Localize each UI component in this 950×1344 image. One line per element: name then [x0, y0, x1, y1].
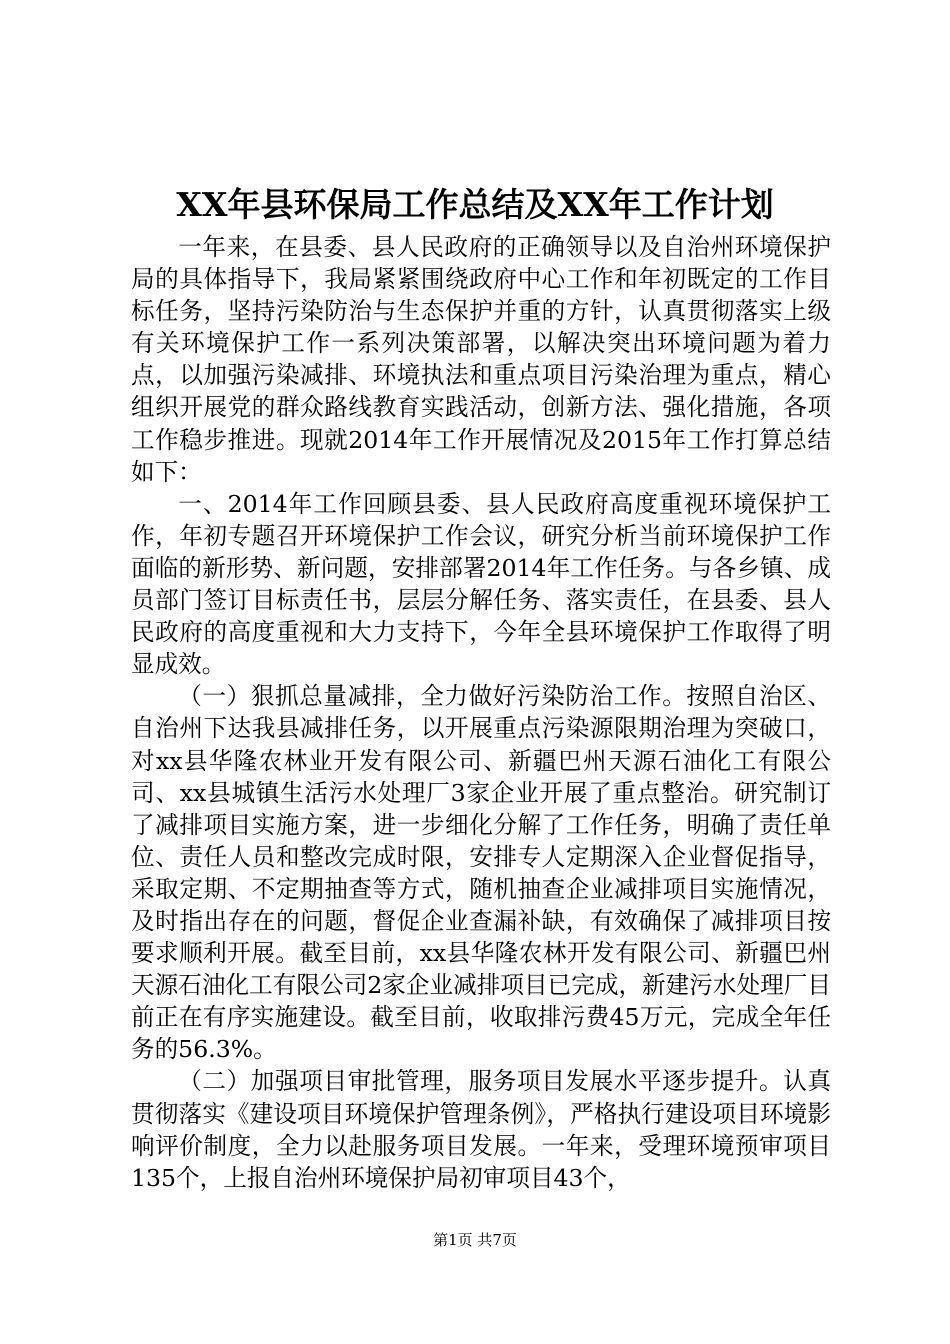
- paragraph-review: 一、2014年工作回顾县委、县人民政府高度重视环境保护工作，年初专题召开环境保护工作会议，研究分析当前环境保护工作面临的新形势、新问题，安排部署2014年工作任务。与各乡镇、成员部门签订目标责任书，层层分解任务、落实责任，在县委、县人民政府的高度重视和大力支持下，今年全县环境保护工作取得了明显成效。: [131, 489, 831, 679]
- page-number-footer: 第1页 共7页: [433, 1231, 517, 1249]
- document-title: XX年县环保局工作总结及XX年工作计划: [176, 185, 774, 224]
- paragraph-project-approval: （二）加强项目审批管理，服务项目发展水平逐步提升。认真贯彻落实《建设项目环境保护管理条例》，严格执行建设项目环境影响评价制度，全力以赴服务项目发展。一年来，受理环境预审项目135个，上报自治州环境保护局初审项目43个，: [131, 1067, 831, 1192]
- paragraph-intro: 一年来，在县委、县人民政府的正确领导以及自治州环境保护局的具体指导下，我局紧紧围绕政府中心工作和年初既定的工作目标任务，坚持污染防治与生态保护并重的方针，认真贯彻落实上级有关环境保护工作一系列决策部署，以解决突出环境问题为着力点，以加强污染减排、环境执法和重点项目污染治理为重点，精心组织开展党的群众路线教育实践活动，创新方法、强化措施，各项工作稳步推进。现就2014年工作开展情况及2015年工作打算总结如下：: [131, 233, 831, 486]
- paragraph-emission-reduction: （一）狠抓总量减排，全力做好污染防治工作。按照自治区、自治州下达我县减排任务，以开展重点污染源限期治理为突破口，对xx县华隆农林业开发有限公司、新疆巴州天源石油化工有限公司、xx县城镇生活污水处理厂3家企业开展了重点整治。研究制订了减排项目实施方案，进一步细化分解了工作任务，明确了责任单位、责任人员和整改完成时限，安排专人定期深入企业督促指导，采取定期、不定期抽查等方式，随机抽查企业减排项目实施情况，及时指出存在的问题，督促企业查漏补缺，有效确保了减排项目按要求顺利开展。截至目前，xx县华隆农林开发有限公司、新疆巴州天源石油化工有限公司2家企业减排项目已完成，新建污水处理厂目前正在有序实施建设。截至目前，收取排污费45万元，完成全年任务的56.3%。: [131, 682, 831, 1064]
- document-body: [131, 231, 831, 1194]
